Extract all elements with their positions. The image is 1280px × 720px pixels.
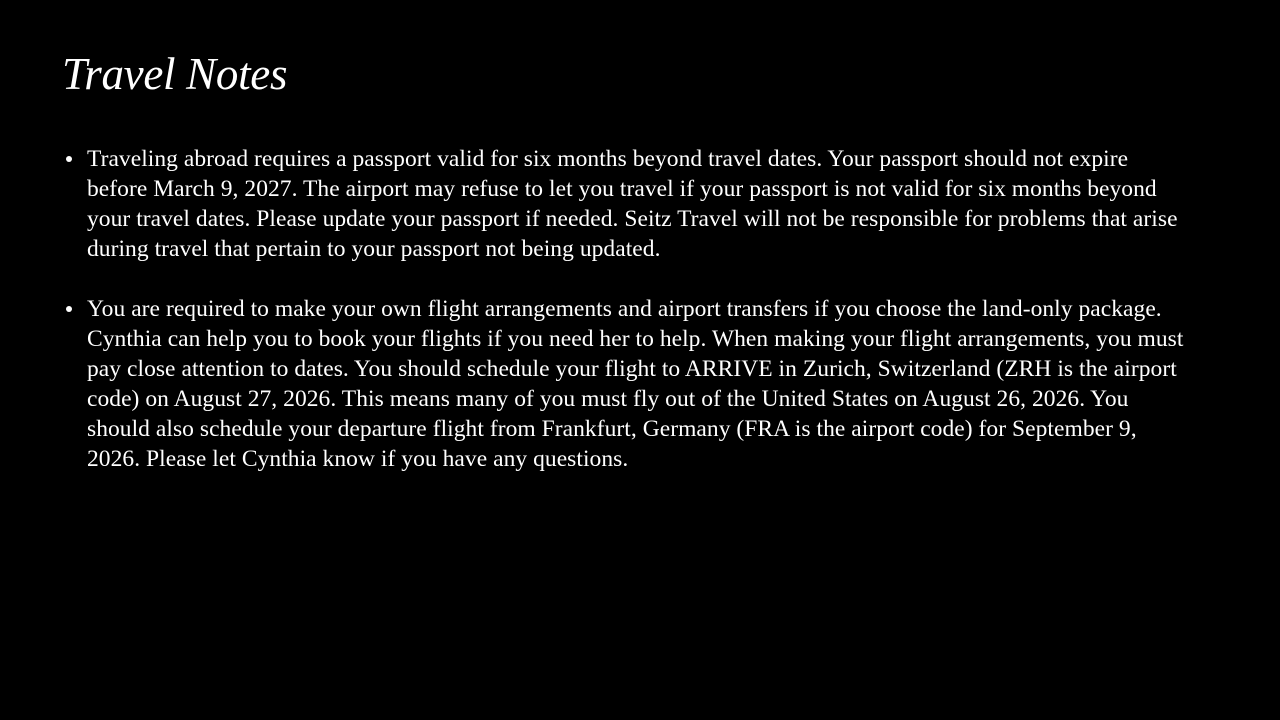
bullet-icon	[66, 306, 72, 312]
slide-title: Travel Notes	[62, 49, 288, 99]
notes-list	[60, 144, 1190, 504]
bullet-icon	[66, 156, 72, 162]
note-text: You are required to make your own flight arrangements and airport transfers if you choose the land-only package. Cynthia can help you to book your flights if you need her to help. When making your flight arrangements, you must pay close attention to dates. You should schedule your flight to ARRIVE in Zurich, Switzerland (ZRH is the airport code) on August 27, 2026. This means many of you must fly out of the United States on August 26, 2026. You should also schedule your departure flight from Frankfurt, Germany (FRA is the airport code) for September 9, 2026. Please let Cynthia know if you have any questions.	[87, 296, 1184, 472]
note-item-flights	[60, 294, 1190, 474]
note-text: Traveling abroad requires a passport valid for six months beyond travel dates. Your passport should not expire before March 9, 2027. The airport may refuse to let you travel if your passport is not valid for six months beyond your travel dates. Please update your passport if needed. Seitz Travel will not be responsible for problems that arise during travel that pertain to your passport not being updated.	[87, 146, 1178, 262]
note-item-passport	[60, 144, 1190, 264]
